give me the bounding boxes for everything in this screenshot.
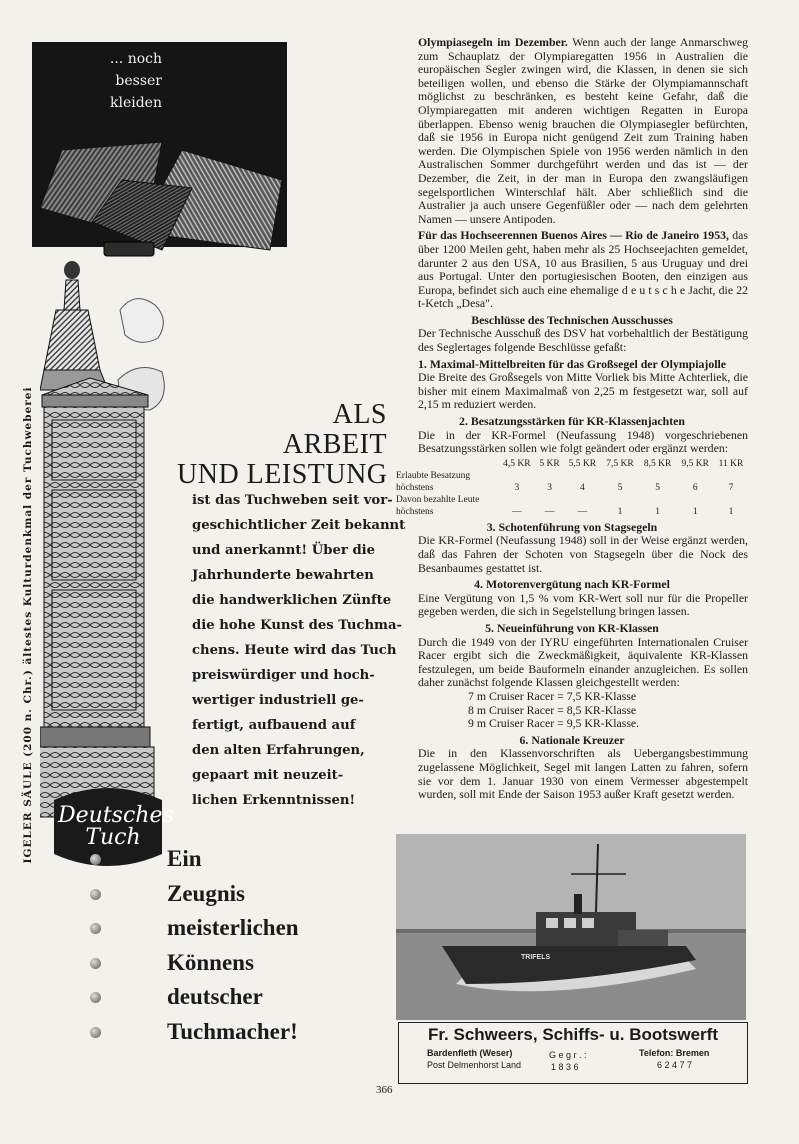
slogan-line: Ein — [90, 842, 360, 877]
motorboat-photo — [396, 834, 746, 1020]
table-header-cell: 9,5 KR — [681, 458, 709, 469]
company-name: Fr. Schweers, Schiffs- u. Bootswerft — [427, 1025, 718, 1044]
company-box — [398, 1022, 748, 1084]
table-cell: 1 — [655, 506, 660, 517]
paragraph: Die Breite des Großsegels von Mitte Vorliek bis Mitte Achterliek, die bisher mit einem Maximalmaß von 2,25 m festgesetzt war, soll auf 2,15 m reduziert werden. — [418, 370, 748, 412]
table-row — [396, 494, 748, 506]
address-line: Post Delmenhorst Land — [427, 1060, 522, 1070]
table-cell: 3 — [514, 482, 520, 493]
list-item: 8 m Cruiser Racer = 8,5 KR-Klasse — [468, 702, 637, 717]
founded-year: 1 8 3 6 — [551, 1062, 579, 1072]
section-heading: Beschlüsse des Technischen Ausschusses — [471, 312, 673, 327]
slogan-line: deutscher — [90, 980, 360, 1015]
paragraph: Durch die 1949 von der IYRU eingeführten Internationalen Cruiser Racer ergibt sich die Zweckmäßigkeit, äquivalente KR-Klassen festzulegen, um beide Bauformeln einander anzugleichen. Es sollen daher zunächst folgende Klassen gleichgestellt werden: — [418, 634, 748, 690]
row-label: Erlaubte Besatzung — [396, 470, 471, 481]
table-header-cell: 4,5 KR — [503, 458, 531, 469]
row-label: höchstens — [396, 506, 434, 517]
phone-number: 6 2 4 7 7 — [657, 1060, 693, 1070]
section-heading: 5. Neueinführung von KR-Klassen — [485, 620, 659, 635]
list-item: 7 m Cruiser Racer = 7,5 KR-Klasse — [468, 688, 637, 703]
paragraph-hochseerennen: Für das Hochseerennen Buenos Aires — Rio de Janeiro 1953, das über 1200 Meilen geht, haben mehr als 25 Hochseejachten gemeldet, darunter 2 aus den USA, 10 aus Brasilien, 5 aus Uruguay und drei aus Portugal. Unter den portugiesischen Booten, den einzigen aus Europa, befindet sich auch eine ehemalige d e u t s c h e Jacht, die 22 t-Ketch „Desa". — [418, 228, 748, 311]
table-cell: — — [512, 506, 522, 517]
bullet-icon — [90, 958, 101, 969]
address-line: Bardenfleth (Weser) — [427, 1048, 513, 1058]
paragraph: Der Technische Ausschuß des DSV hat vorbehaltlich der Bestätigung des Seglertages folgende Beschlüsse gefaßt: — [418, 326, 748, 355]
row-label: Davon bezahlte Leute — [396, 494, 480, 505]
bullet-icon — [90, 923, 101, 934]
table-row — [396, 482, 748, 494]
table-header-cell: 11 KR — [718, 458, 744, 469]
table-cell: 1 — [692, 506, 698, 517]
table-cell: 4 — [579, 482, 585, 493]
table-cell: 6 — [692, 482, 698, 493]
phone-label: Telefon: Bremen — [639, 1048, 710, 1058]
table-header-cell: 8,5 KR — [643, 458, 672, 469]
table-cell: — — [544, 506, 555, 517]
section-heading: 2. Besatzungsstärken für KR-Klassenjachten — [459, 414, 685, 429]
table-cell: 1 — [617, 506, 623, 517]
row-label: höchstens — [396, 482, 434, 493]
paragraph: Die in der KR-Formel (Neufassung 1948) vorgeschriebenen Besatzungsstärken sollen wie folgt geändert oder ergänzt werden: — [418, 427, 748, 456]
table-header-row — [396, 458, 748, 470]
slogan-line: meisterlichen — [90, 911, 360, 946]
igeler-column-illustration — [40, 260, 170, 820]
list-item: 9 m Cruiser Racer = 9,5 KR-Klasse. — [468, 716, 640, 731]
paragraph-olympiasegeln: Olympiasegeln im Dezember. Wenn auch der lange Anmarschweg zum Schauplatz der Olympiaregatten 1956 in Australien die europäischen Segler zwingen wird, die Klassen, in denen sie sich beteiligen wollen, und ebenso die Stärke der Olympiamannschaft möglichst zu beschränken, es besteht keine Gefahr, daß die Olympiaregatten mit anderen wichtigen Regatten in Europa überlappen. Ebenso wenig brauchen die Olympiasegler befürchten, daß sie 1956 in Europa nicht genügend Zeit zum Training haben werden. Die Olympischen Spiele von 1956 werden nämlich in den Australischen Sommer durchgeführt werden und das ist — der Dezember, die Zeit, in der man in Europa den zwangsläufigen segelsportlichen Winterschlaf hält. Aber schließlich sind die Australier ja auch unsere Gegenfüßler oder — nach dem gelehrten Namen — unsere Antipoden. — [418, 35, 748, 226]
bullet-icon — [90, 854, 101, 865]
table-cell: 3 — [547, 482, 552, 493]
article-column — [396, 36, 748, 802]
page-number: 366 — [376, 1084, 393, 1096]
shipyard-advertisement — [396, 834, 748, 1084]
table-header-cell: 5 KR — [539, 458, 560, 469]
section-heading: 1. Maximal-Mittelbreiten für das Großsegel der Olympiajolle — [417, 356, 727, 371]
slogan-line: Tuchmacher! — [90, 1015, 360, 1050]
founded-label: G e g r . : — [549, 1050, 587, 1060]
ad-headline: ALS ARBEIT UND LEISTUNG — [177, 399, 388, 490]
section-heading: 3. Schotenführung von Stagsegeln — [486, 519, 658, 534]
table-cell: 1 — [728, 506, 734, 517]
table-cell: 7 — [728, 482, 734, 493]
table-row — [396, 470, 748, 482]
section-heading: 6. Nationale Kreuzer — [519, 732, 625, 747]
paragraph: Eine Vergütung von 1,5 % vom KR-Wert soll nur für die Propeller gegeben werden, die sich in Segelstellung bringen lassen. — [418, 590, 748, 619]
table-header-cell: 7,5 KR — [606, 458, 634, 469]
table-row — [396, 506, 748, 518]
table-cell: — — [577, 506, 588, 517]
bullet-icon — [90, 889, 101, 900]
table-cell: 5 — [617, 482, 623, 493]
boat-name: TRIFELS — [521, 954, 551, 961]
cloth-samples-illustration — [32, 110, 302, 270]
tagline: ... noch besser kleiden — [109, 51, 162, 111]
ad-body-text: ist das Tuchweben seit vor- geschichtlicher Zeit bekannt und anerkannt! Über die Jahrhunderte bewahrten die handwerklichen Zünfte die hohe Kunst des Tuchma- chens. Heute wird das Tuch preiswürdiger und hoch- wertiger industriell ge- fertigt, aufbauend auf den alten Erfahrungen, gepaart mit neuzeit- lichen Erkenntnissen! — [192, 493, 406, 808]
bullet-icon — [90, 1027, 101, 1038]
table-cell: 5 — [655, 482, 660, 493]
logo-lettering: Deutsches Tuch — [58, 803, 174, 850]
slogan-line: Könnens — [90, 946, 360, 981]
paragraph: Die KR-Formel (Neufassung 1948) soll in der Weise ergänzt werden, daß das Fahren der Schoten von Stagsegeln über die Nock des Besanbaumes gestattet ist. — [418, 533, 748, 575]
crew-table — [396, 458, 748, 518]
zeugnis-slogan — [90, 842, 360, 1049]
slogan-line: Zeugnis — [90, 877, 360, 912]
paragraph: Die in den Klassenvorschriften als Uebergangsbestimmung zugelassene Möglichkeit, Segel mit langen Latten zu fahren, sofern sie vor dem 1. Januar 1930 von einem Vermesser abgestempelt wurden, soll mit Ende der Saison 1953 außer Kraft gesetzt werden. — [418, 746, 748, 802]
column-caption: IGELER SÄULE (200 n. Chr.) ältestes Kulturdenkmal der Tuchweberei — [22, 386, 34, 864]
section-heading: 4. Motorenvergütung nach KR-Formel — [474, 577, 670, 592]
table-header-cell: 5,5 KR — [568, 458, 597, 469]
bullet-icon — [90, 992, 101, 1003]
class-equivalence-list — [396, 690, 748, 731]
